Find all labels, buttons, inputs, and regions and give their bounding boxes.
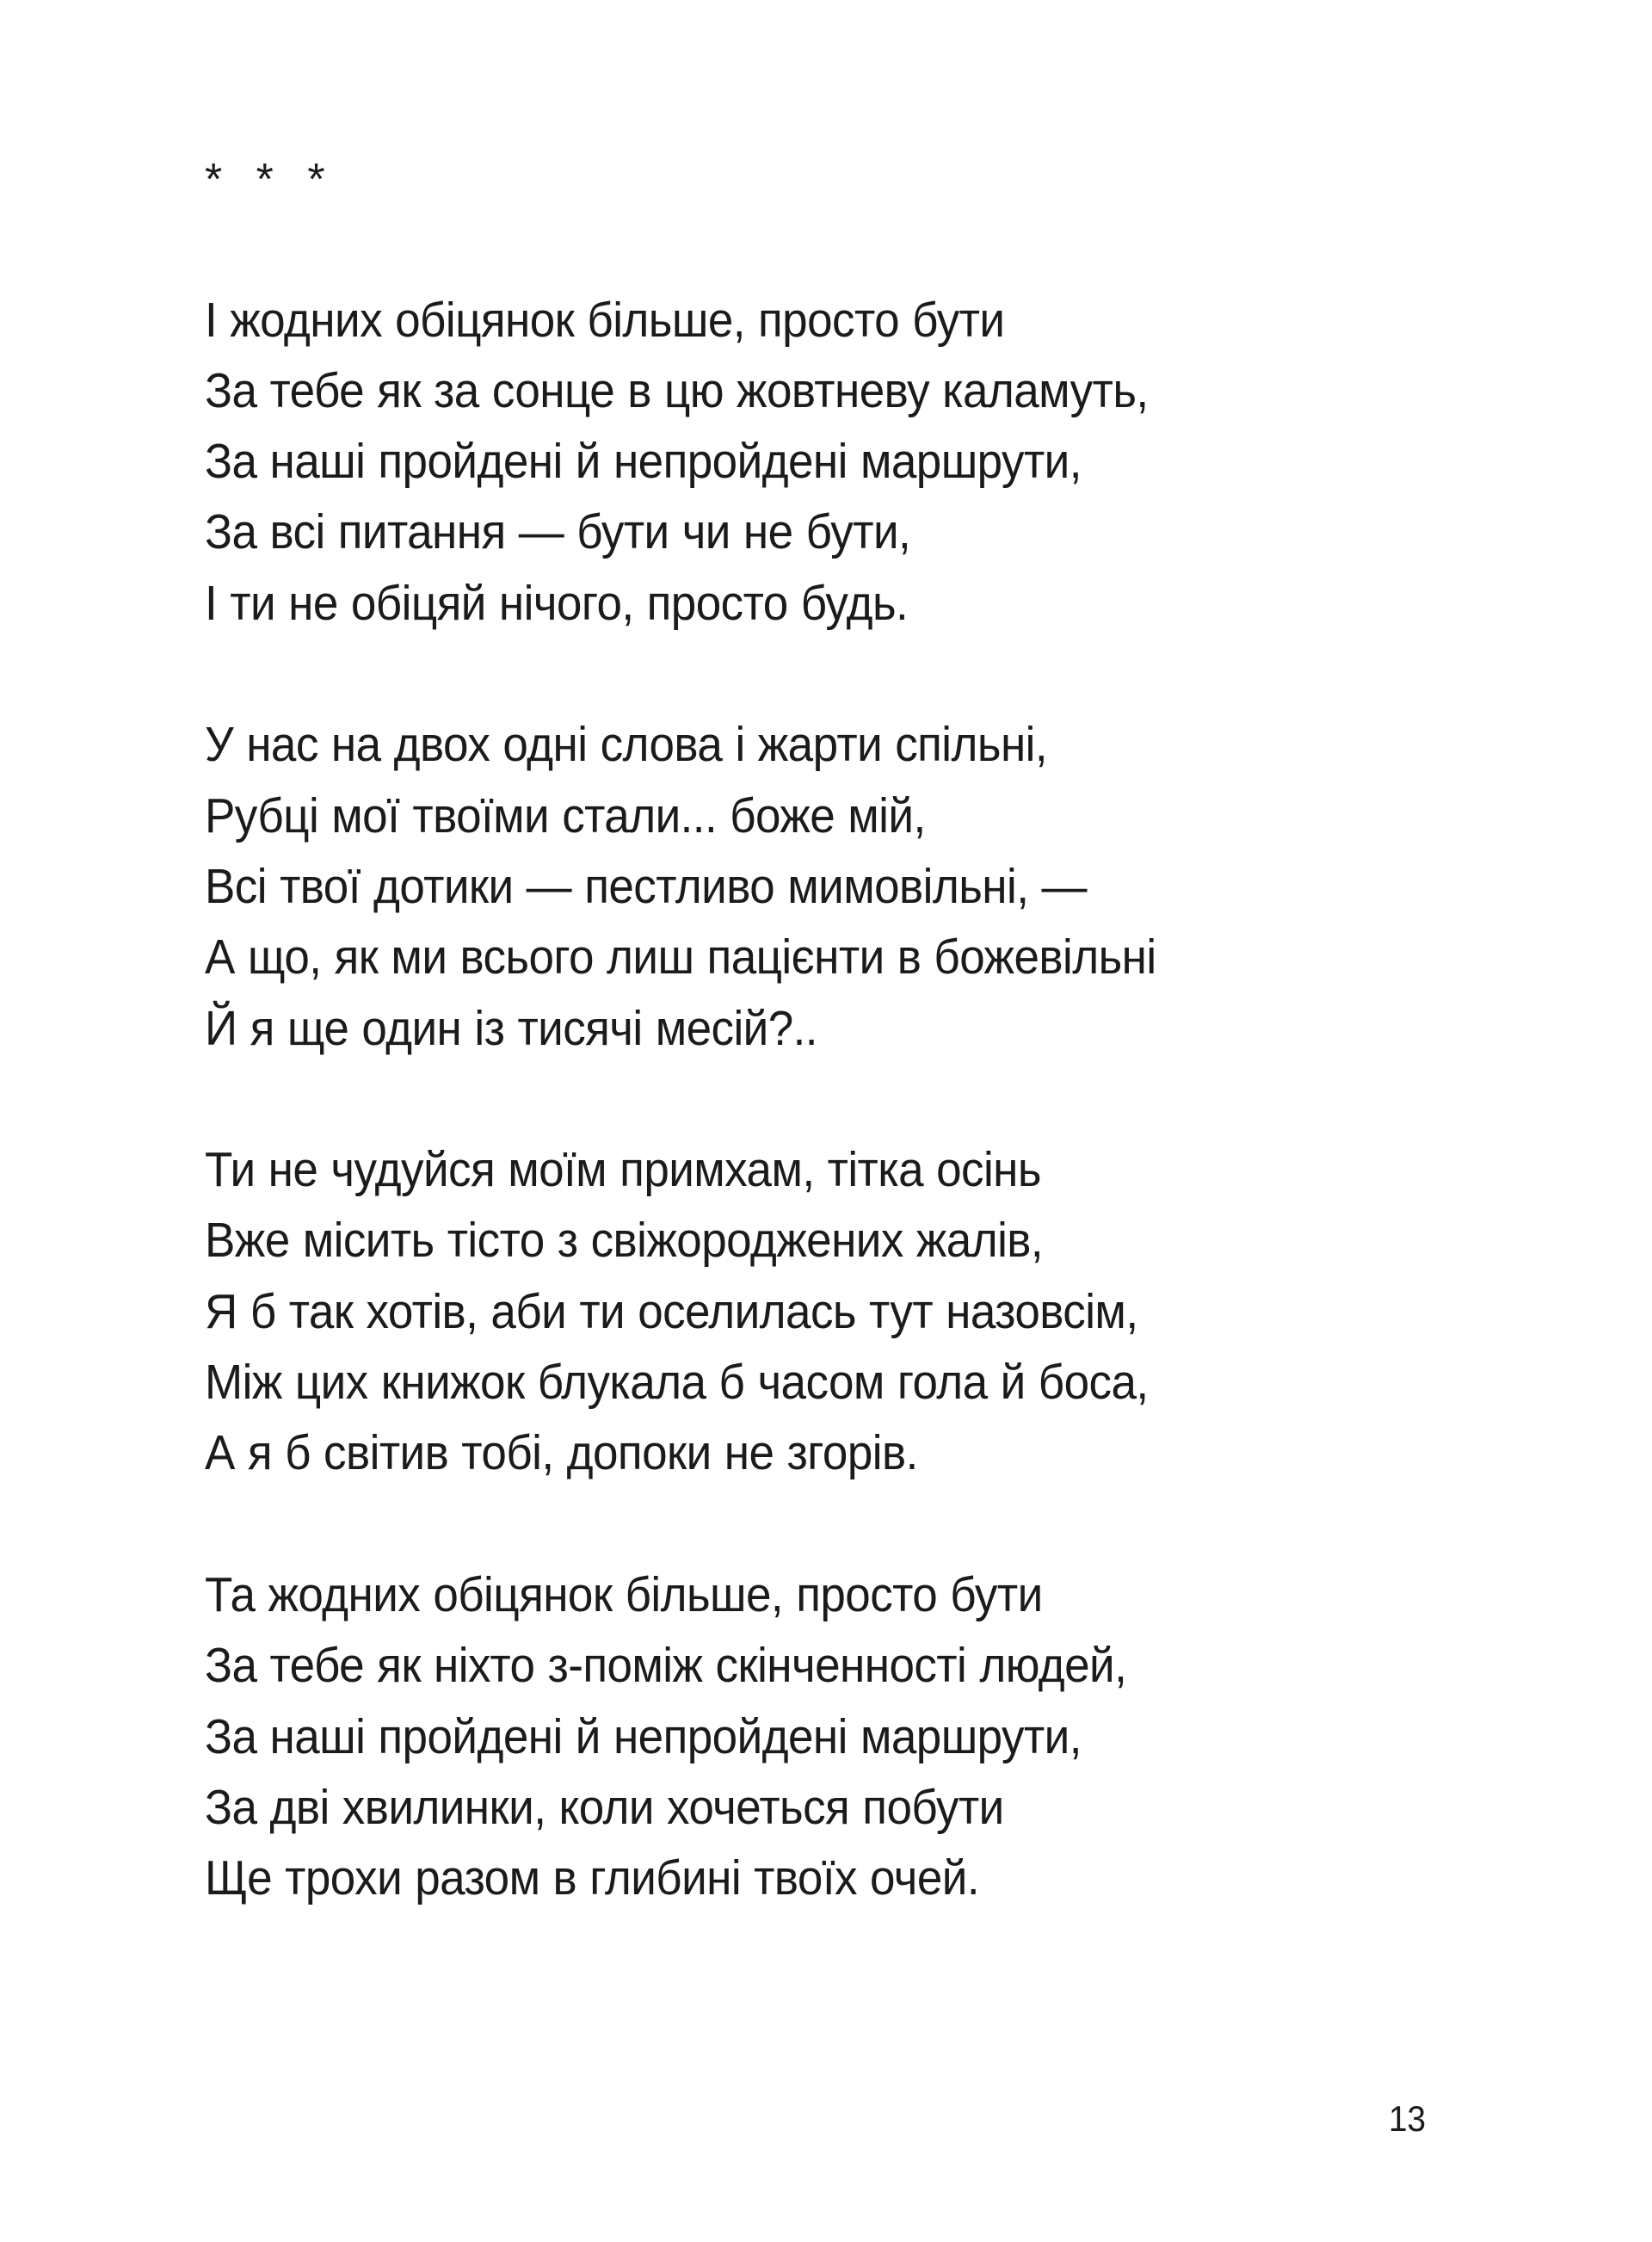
poem-line: Ще трохи разом в глибині твоїх очей.	[205, 1850, 980, 1906]
poem-line: Рубці мої твоїми стали... боже мій,	[205, 787, 926, 843]
poem-line: Між цих книжок блукала б часом гола й боса,	[205, 1355, 1149, 1411]
poem-line: Я б так хотів, аби ти оселилась тут назовсім,	[205, 1283, 1138, 1339]
spacer	[205, 213, 1409, 284]
stanza-4	[205, 1560, 1409, 1913]
stanza-2	[205, 709, 1409, 1063]
poem-line: За тебе як за сонце в цю жовтневу каламуть,	[205, 362, 1149, 418]
section-divider-asterisks: * * *	[205, 155, 336, 205]
stanza-1	[205, 285, 1409, 639]
page-number: 13	[1389, 2098, 1426, 2139]
poem-line: За тебе як ніхто з-поміж скінченності людей,	[205, 1638, 1127, 1694]
stanza-3	[205, 1134, 1409, 1488]
poem-line: За всі питання — бути чи не бути,	[205, 504, 911, 560]
poem-line: За дві хвилинки, коли хочеться побути	[205, 1779, 1004, 1835]
poem-line: Ти не чудуйся моїм примхам, тітка осінь	[205, 1142, 1041, 1198]
poem-line: І ти не обіцяй нічого, просто будь.	[205, 575, 909, 631]
poem-line: Та жодних обіцянок більше, просто бути	[205, 1566, 1043, 1622]
poem-line: А що, як ми всього лиш пацієнти в божевільні	[205, 930, 1156, 985]
poem-line: У нас на двох одні слова і жарти спільні,	[205, 717, 1048, 773]
poem-line: Й я ще один із тисячі месій?..	[205, 1000, 817, 1056]
poem-line: І жодних обіцянок більше, просто бути	[205, 292, 1005, 348]
poem	[205, 143, 1409, 1913]
poem-line: Всі твої дотики — пестливо мимовільні, —	[205, 858, 1087, 914]
poem-line: А я б світив тобі, допоки не згорів.	[205, 1425, 918, 1481]
poem-line: За наші пройдені й непройдені маршрути,	[205, 1708, 1082, 1764]
poem-line: За наші пройдені й непройдені маршрути,	[205, 434, 1082, 490]
poem-line: Вже місить тісто з свіжороджених жалів,	[205, 1213, 1044, 1269]
